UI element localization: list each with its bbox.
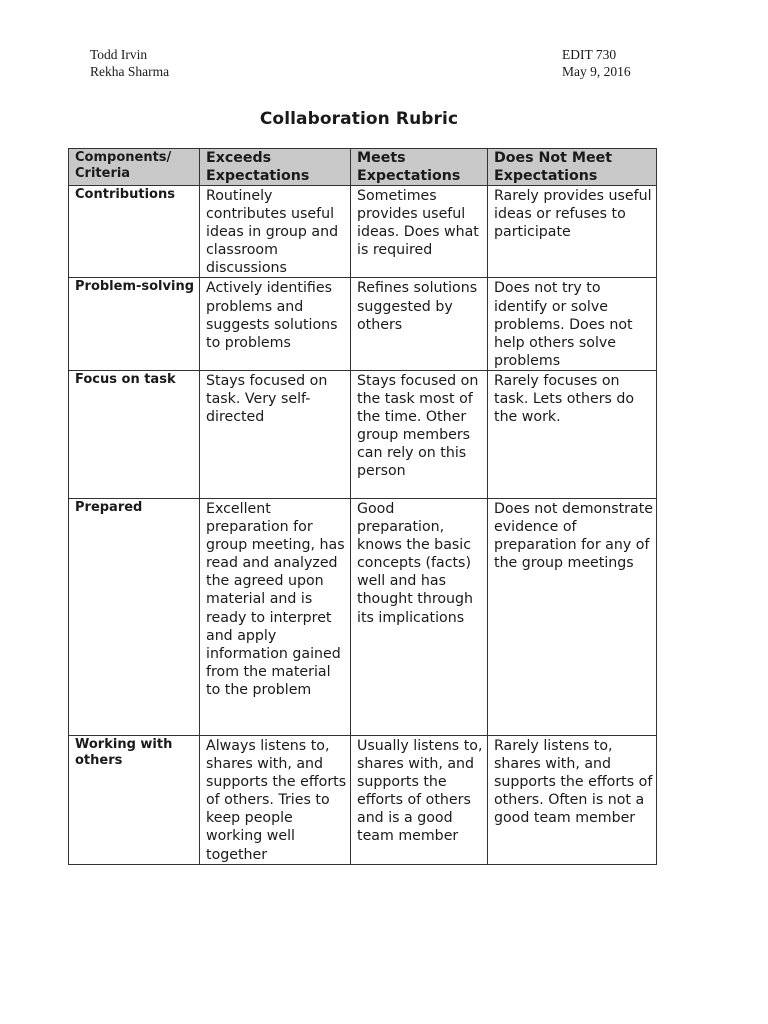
meets-cell: Usually listens to, shares with, and supports the efforts of others and is a good team member bbox=[351, 735, 488, 864]
table-row bbox=[69, 278, 657, 370]
table-header-row bbox=[69, 149, 657, 186]
document-date: May 9, 2016 bbox=[562, 64, 631, 79]
exceeds-cell: Actively identifies problems and suggests solutions to problems bbox=[200, 278, 351, 370]
meets-cell: Refines solutions suggested by others bbox=[351, 278, 488, 370]
column-header: Does Not Meet Expectations bbox=[488, 149, 657, 186]
exceeds-cell: Always listens to, shares with, and supports the efforts of others. Tries to keep people working well together bbox=[200, 735, 351, 864]
author-name: Rekha Sharma bbox=[90, 64, 170, 79]
exceeds-cell: Stays focused on task. Very self-directed bbox=[200, 370, 351, 498]
meets-cell: Good preparation, knows the basic concepts (facts) well and has thought through its implications bbox=[351, 498, 488, 735]
criterion-cell: Prepared bbox=[69, 498, 200, 735]
criterion-cell: Working with others bbox=[69, 735, 200, 864]
rubric-table bbox=[68, 148, 657, 865]
table-row bbox=[69, 370, 657, 498]
does-not-meet-cell: Does not demonstrate evidence of preparation for any of the group meetings bbox=[488, 498, 657, 735]
author-names bbox=[90, 46, 169, 80]
does-not-meet-cell: Rarely provides useful ideas or refuses to participate bbox=[488, 186, 657, 278]
page-title: Collaboration Rubric bbox=[259, 109, 459, 129]
course-info bbox=[562, 46, 631, 80]
column-header: Meets Expectations bbox=[351, 149, 488, 186]
does-not-meet-cell: Does not try to identify or solve problems. Does not help others solve problems bbox=[488, 278, 657, 370]
table-row bbox=[69, 735, 657, 864]
does-not-meet-cell: Rarely listens to, shares with, and supports the efforts of others. Often is not a good team member bbox=[488, 735, 657, 864]
does-not-meet-cell: Rarely focuses on task. Lets others do the work. bbox=[488, 370, 657, 498]
author-name: Todd Irvin bbox=[90, 47, 148, 62]
criterion-cell: Focus on task bbox=[69, 370, 200, 498]
column-header: Components/ Criteria bbox=[69, 149, 200, 186]
exceeds-cell: Routinely contributes useful ideas in group and classroom discussions bbox=[200, 186, 351, 278]
table-row bbox=[69, 186, 657, 278]
exceeds-cell: Excellent preparation for group meeting, has read and analyzed the agreed upon material and is ready to interpret and apply information gained from the material to the problem bbox=[200, 498, 351, 735]
meets-cell: Stays focused on the task most of the time. Other group members can rely on this person bbox=[351, 370, 488, 498]
criterion-cell: Problem-solving bbox=[69, 278, 200, 370]
meets-cell: Sometimes provides useful ideas. Does what is required bbox=[351, 186, 488, 278]
course-code: EDIT 730 bbox=[562, 47, 617, 62]
criterion-cell: Contributions bbox=[69, 186, 200, 278]
table-row bbox=[69, 498, 657, 735]
column-header: Exceeds Expectations bbox=[200, 149, 351, 186]
